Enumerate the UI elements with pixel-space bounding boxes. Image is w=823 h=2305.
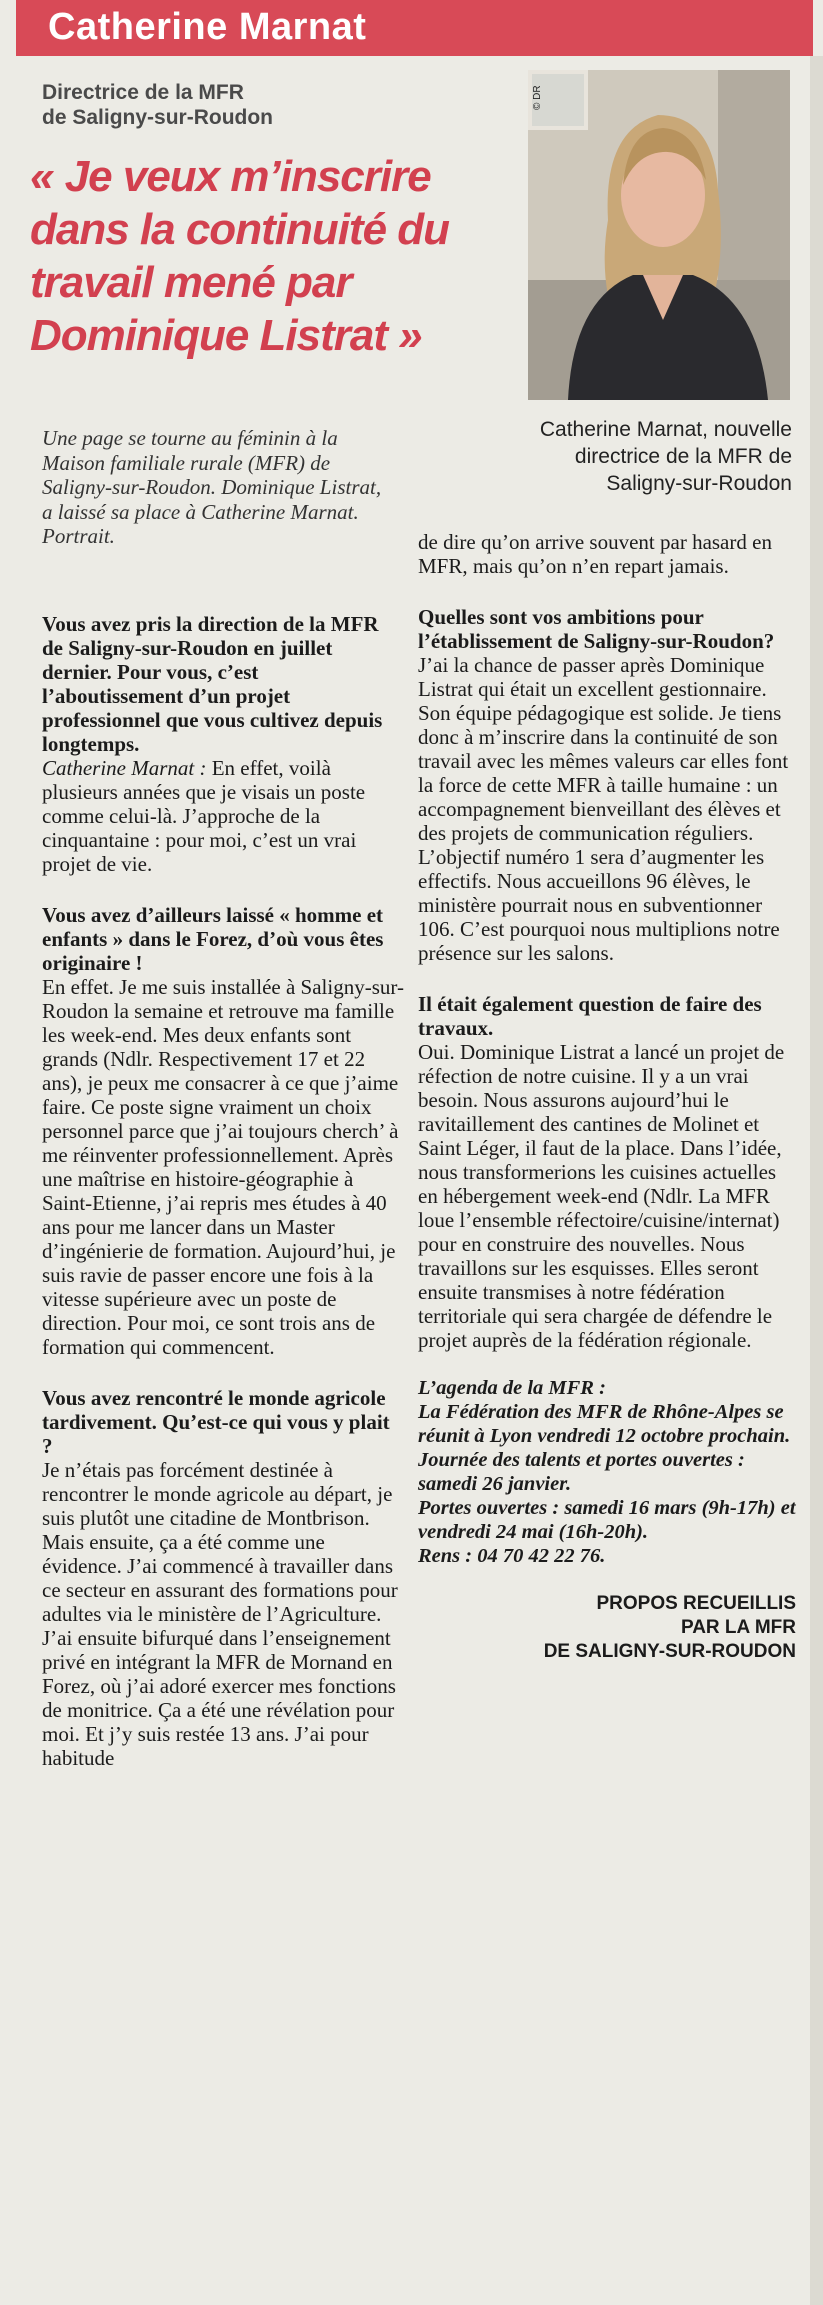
header-bar	[16, 0, 813, 56]
answer-4: J’ai la chance de passer après Dominique Listrat qui était un excellent gestionnaire. Son équipe pédagogique est solide. Je tiens donc à m’inscrire dans la continuité de son travail avec les mêmes valeurs car elles font la force de cette MFR à taille humaine : un accompagnement bienveillant des élèves et des projets de communication réguliers. L’objectif numéro 1 sera d’augmenter les effectifs. Nous accueillons 96 élèves, le ministère pourrait nous en subventionner 106. C’est pourquoi nous multiplions notre présence sur les salons.	[418, 653, 789, 965]
headline-quote: « Je veux m’inscrire dans la continuité du travail mené par Dominique Listrat »	[30, 152, 450, 360]
agenda-item: Journée des talents et portes ouvertes : samedi 26 janvier.	[418, 1449, 745, 1495]
signature-line: PAR LA MFR	[680, 1617, 796, 1638]
agenda-item: La Fédération des MFR de Rhône-Alpes se réunit à Lyon vendredi 12 octobre prochain.	[418, 1401, 791, 1447]
signature	[418, 1592, 796, 1664]
photo-caption: Catherine Marnat, nouvelle directrice de la MFR de Saligny-sur-Roudon	[539, 418, 792, 495]
question-4: Quelles sont vos ambitions pour l’établissement de Saligny-sur-Roudon?	[418, 605, 775, 653]
answer-3-continuation: de dire qu’on arrive souvent par hasard en MFR, mais qu’on n’en repart jamais.	[418, 530, 772, 578]
portrait-photo	[528, 70, 790, 400]
article-subject-name: Catherine Marnat	[48, 6, 367, 48]
signature-line: PROPOS RECUEILLIS	[596, 1593, 796, 1614]
subject-role	[42, 80, 502, 130]
agenda-box	[418, 1376, 796, 1568]
role-line-1: Directrice de la MFR	[42, 81, 244, 104]
role-line-2: de Saligny-sur-Roudon	[42, 106, 273, 129]
agenda-title: L’agenda de la MFR :	[418, 1377, 606, 1399]
portrait-illustration	[528, 70, 790, 400]
column-right	[418, 530, 796, 1664]
answer-1	[42, 756, 404, 876]
question-1: Vous avez pris la direction de la MFR de Saligny-sur-Roudon en juillet dernier. Pour vous, c’est l’aboutissement d’un projet professionnel que vous cultivez depuis longtemps.	[42, 612, 383, 756]
answer-1-text: En effet, voilà plusieurs années que je visais un poste comme celui-là. J’approche de la cinquantaine : pour moi, c’est un vrai projet de vie.	[42, 756, 366, 876]
answer-3: Je n’étais pas forcément destinée à rencontrer le monde agricole au départ, je suis plutôt une citadine de Montbrison. Mais ensuite, ça a été comme une évidence. J’ai commencé à travailler dans ce secteur en assurant des formations pour adultes via le ministère de l’Agriculture. J’ai ensuite bifurqué dans l’enseignement privé en intégrant la MFR de Mornand en Forez, où j’ai adoré exercer mes fonctions de monitrice. Ça a été une révélation pour moi. Et j’y suis restée 13 ans. J’ai pour habitude	[42, 1458, 398, 1770]
signature-line: DE SALIGNY-SUR-ROUDON	[543, 1641, 796, 1662]
photo-credit: © DR	[532, 85, 543, 110]
page-edge-strip	[810, 56, 823, 2305]
answer-5: Oui. Dominique Listrat a lancé un projet de réfection de notre cuisine. Il y a un vrai besoin. Nous assurons aujourd’hui le ravitaillement des cantines de Molinet et Saint Léger, il faut de la place. Dans l’idée, nous transformerions les cuisines actuelles en hébergement week-end (Ndlr. La MFR loue l’ensemble réfectoire/cuisine/internat) pour en construire des nouvelles. Nous travaillons sur les esquisses. Elles seront ensuite transmises à notre fédération territoriale qui sera chargée de défendre le projet auprès de la fédération régionale.	[418, 1040, 785, 1352]
agenda-item: Portes ouvertes : samedi 16 mars (9h-17h) et vendredi 24 mai (16h-20h).	[418, 1497, 796, 1543]
question-3: Vous avez rencontré le monde agricole tardivement. Qu’est-ce qui vous y plait ?	[42, 1386, 390, 1458]
agenda-phone: Rens : 04 70 42 22 76.	[418, 1545, 606, 1567]
question-5: Il était également question de faire des travaux.	[418, 992, 762, 1040]
answer-1-speaker: Catherine Marnat :	[42, 756, 207, 780]
question-2: Vous avez d’ailleurs laissé « homme et enfants » dans le Forez, d’où vous êtes originaire !	[42, 903, 384, 975]
column-left	[42, 612, 404, 1770]
answer-2: En effet. Je me suis installée à Saligny-sur-Roudon la semaine et retrouve ma famille les week-end. Mes deux enfants sont grands (Ndlr. Respectivement 17 et 22 ans), je peux me consacrer à ce que j’aime faire. Ce poste signe vraiment un choix personnel parce que j’ai toujours cherch’ à me réinventer professionnellement. Après une maîtrise en histoire-géographie à Saint-Etienne, j’ai repris mes études à 40 ans pour me lancer dans un Master d’ingénierie de formation. Aujourd’hui, je suis ravie de passer encore une fois à la vitesse supérieure avec un poste de direction. Pour moi, ce sont trois ans de formation qui commencent.	[42, 975, 404, 1359]
intro-paragraph: Une page se tourne au féminin à la Maison familiale rurale (MFR) de Saligny-sur-Roudon. Dominique Listrat, a laissé sa place à Catherine Marnat. Portrait.	[42, 426, 382, 548]
